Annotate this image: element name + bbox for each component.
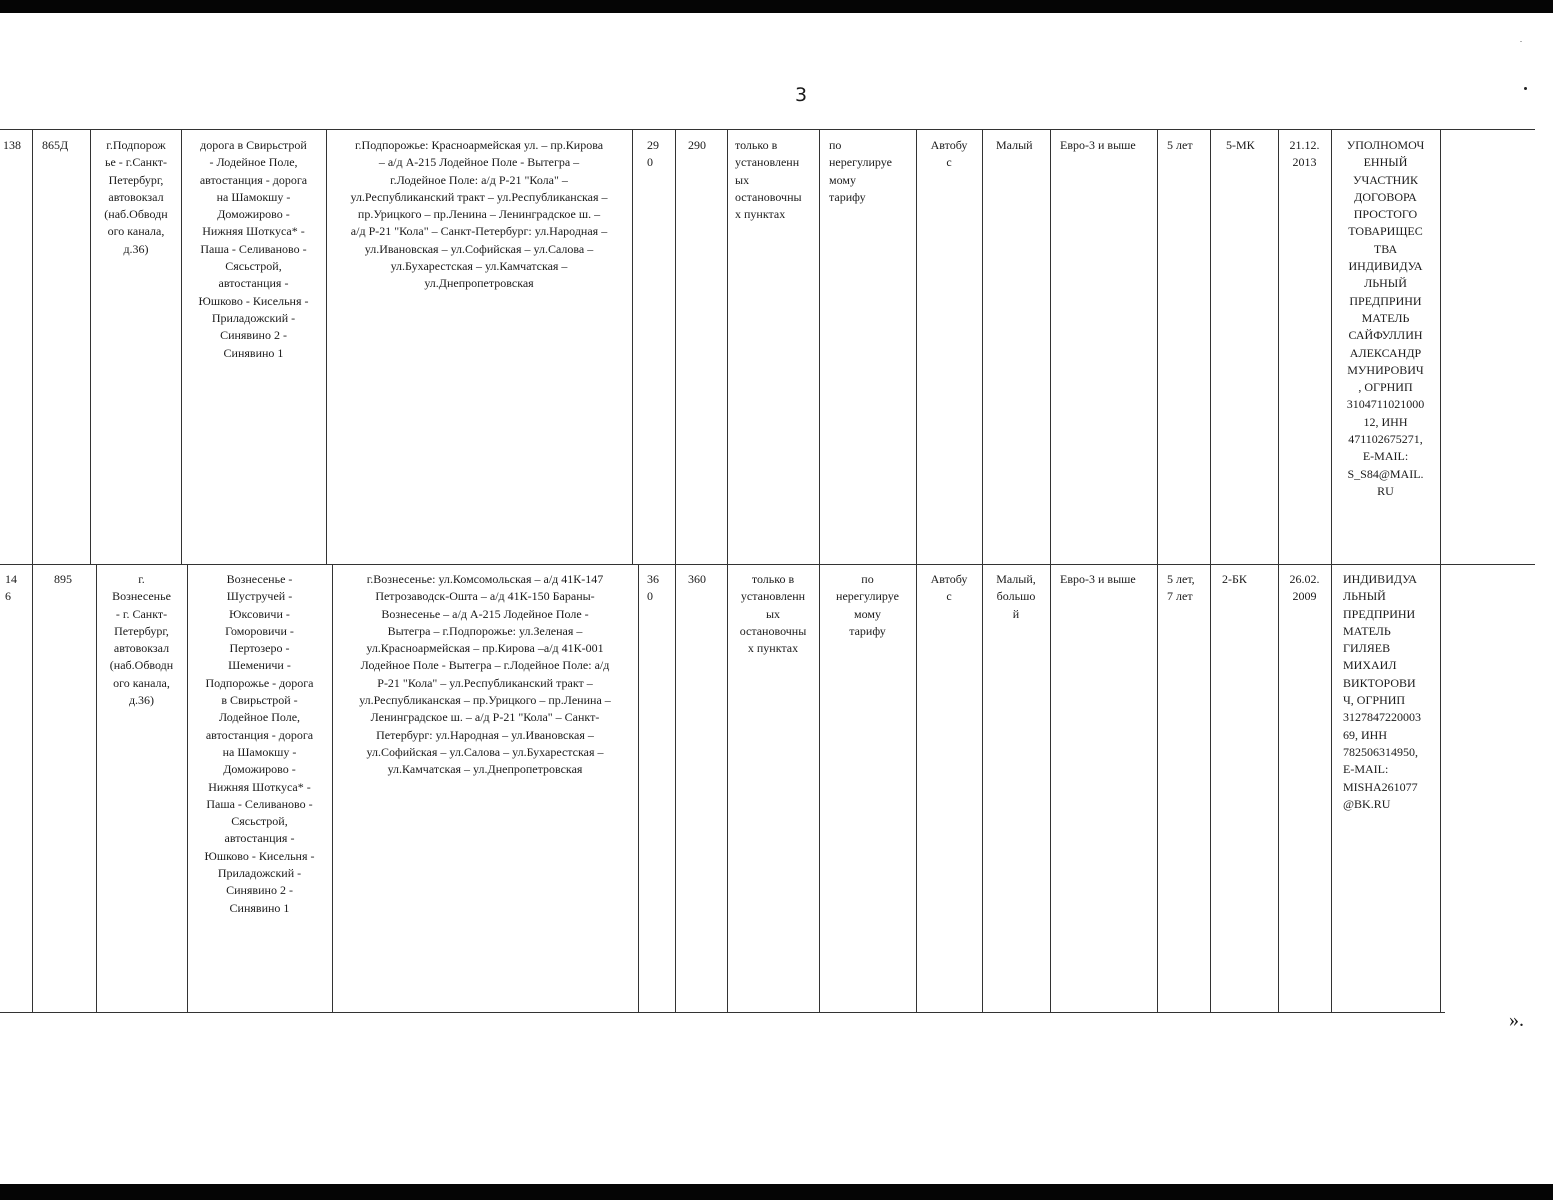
cell-tariff: по нерегулируе мому тарифу bbox=[829, 138, 892, 204]
scan-speck bbox=[1524, 87, 1527, 90]
scan-border-bottom bbox=[0, 1184, 1553, 1200]
cell-vehicle-class: Малый bbox=[996, 138, 1033, 152]
cell-vehicle-count: 5-МК bbox=[1226, 138, 1255, 152]
scan-speck bbox=[1520, 41, 1522, 42]
cell-tariff: по нерегулируе мому тарифу bbox=[836, 572, 899, 638]
cell-start-date: 26.02. 2009 bbox=[1289, 572, 1320, 604]
cell-boarding: только в установленн ых остановочны х пунктах bbox=[735, 138, 802, 222]
row-divider bbox=[0, 564, 1535, 565]
cell-carrier: ИНДИВИДУА ЛЬНЫЙ ПРЕДПРИНИ МАТЕЛЬ ГИЛЯЕВ МИХАИЛ ВИКТОРОВИ Ч, ОГРНИП 3127847220003 69, ИНН 782506314950, E-MAIL: MISHA261077 @BK.RU bbox=[1343, 572, 1421, 811]
column-divider bbox=[632, 129, 633, 564]
cell-start-date: 21.12. 2013 bbox=[1289, 138, 1320, 170]
scan-border-top bbox=[0, 0, 1553, 13]
cell-endpoints: г.Подпорож ье - г.Санкт- Петербург, автовокзал (наб.Обводн ого канала, д.36) bbox=[104, 138, 168, 256]
cell-vehicle-type: Автобу с bbox=[930, 572, 968, 604]
cell-stops: Вознесенье - Шустручей - Юксовичи - Гоморовичи - Пертозеро - Шеменичи - Подпорожье - дорога в Свирьстрой - Лодейное Поле, автостанция - дорога на Шамокшу - Доможирово - Нижняя Шоткуса* - Паша - Селиваново - Сясьстрой, автостанция - Юшково - Кисельня - Приладожский - Синявино 2 - Синявино 1 bbox=[204, 572, 315, 915]
table-border-top bbox=[0, 129, 1535, 130]
column-divider bbox=[90, 129, 91, 564]
page-number: 3 bbox=[795, 84, 808, 106]
cell-vehicle-class: Малый, большо й bbox=[996, 572, 1036, 621]
cell-length-back: 290 bbox=[688, 138, 706, 152]
cell-max-age: 5 лет bbox=[1167, 138, 1193, 152]
cell-eco-class: Евро-3 и выше bbox=[1060, 138, 1136, 152]
cell-stops: дорога в Свирьстрой - Лодейное Поле, автостанция - дорога на Шамокшу - Доможирово - Нижняя Шоткуса* - Паша - Селиваново - Сясьстрой, автостанция - Юшково - Кисельня - Приладожский - Синявино 2 - Синявино 1 bbox=[198, 138, 309, 360]
cell-length-back: 360 bbox=[688, 572, 706, 586]
cell-vehicle-count: 2-БК bbox=[1222, 572, 1247, 586]
column-divider bbox=[1050, 129, 1051, 1013]
cell-row-number: 14 6 bbox=[5, 572, 17, 604]
cell-route-number: 865Д bbox=[42, 138, 69, 152]
column-divider bbox=[638, 564, 639, 1013]
cell-endpoints: г. Вознесенье - г. Санкт- Петербург, автовокзал (наб.Обводн ого канала, д.36) bbox=[109, 572, 174, 708]
column-divider bbox=[1210, 129, 1211, 1013]
table-border-bottom bbox=[0, 1012, 1445, 1013]
cell-carrier: УПОЛНОМОЧ ЕННЫЙ УЧАСТНИК ДОГОВОРА ПРОСТОГО ТОВАРИЩЕС ТВА ИНДИВИДУА ЛЬНЫЙ ПРЕДПРИНИ МАТЕЛЬ САЙФУЛЛИН АЛЕКСАНДР МУНИРОВИЧ , ОГРНИП 3104711021000 12, ИНН 471102675271, E-MAIL: S_S84@MAIL. RU bbox=[1346, 138, 1425, 498]
column-divider bbox=[1440, 129, 1441, 1013]
cell-eco-class: Евро-3 и выше bbox=[1060, 572, 1136, 586]
column-divider bbox=[1157, 129, 1158, 1013]
cell-route-number: 895 bbox=[54, 572, 72, 586]
column-divider bbox=[675, 129, 676, 1013]
cell-boarding: только в установленн ых остановочны х пунктах bbox=[739, 572, 807, 656]
cell-max-age: 5 лет, 7 лет bbox=[1167, 572, 1195, 604]
column-divider bbox=[32, 129, 33, 1013]
cell-streets: г.Подпорожье: Красноармейская ул. – пр.Кирова – а/д А-215 Лодейное Поле - Вытегра – г.Лодейное Поле: а/д Р-21 "Кола" – ул.Республиканский тракт – ул.Республиканская – пр.Урицкого – пр.Ленина – Ленинградское ш. – а/д Р-21 "Кола" – Санкт-Петербург: ул.Народная – ул.Ивановская – ул.Софийская – ул.Салова – ул.Бухарестская – ул.Камчатская – ул.Днепропетровская bbox=[350, 138, 608, 291]
cell-streets: г.Вознесенье: ул.Комсомольская – а/д 41К-147 Петрозаводск-Ошта – а/д 41К-150 Бараны- Вознесенье – а/д А-215 Лодейное Поле - Вытегра – г.Подпорожье: ул.Зеленая – ул.Красноармейская – пр.Кирова –а/д 41К-001 Лодейное Поле - Вытегра – г.Лодейное Поле: а/д Р-21 "Кола" – ул.Республиканский тракт – ул.Республиканская – пр.Урицкого – пр.Ленина – Ленинградское ш. – а/д Р-21 "Кола" – Санкт- Петербург: ул.Народная – ул.Ивановская – ул.Софийская – ул.Салова – ул.Бухарестская – ул.Камчатская – ул.Днепропетровская bbox=[359, 572, 611, 777]
closing-quote-mark: ». bbox=[1509, 1009, 1524, 1031]
cell-length-forward: 36 0 bbox=[647, 572, 659, 604]
cell-row-number: 138 bbox=[3, 138, 21, 152]
cell-vehicle-type: Автобу с bbox=[930, 138, 968, 170]
cell-length-forward: 29 0 bbox=[647, 138, 659, 170]
